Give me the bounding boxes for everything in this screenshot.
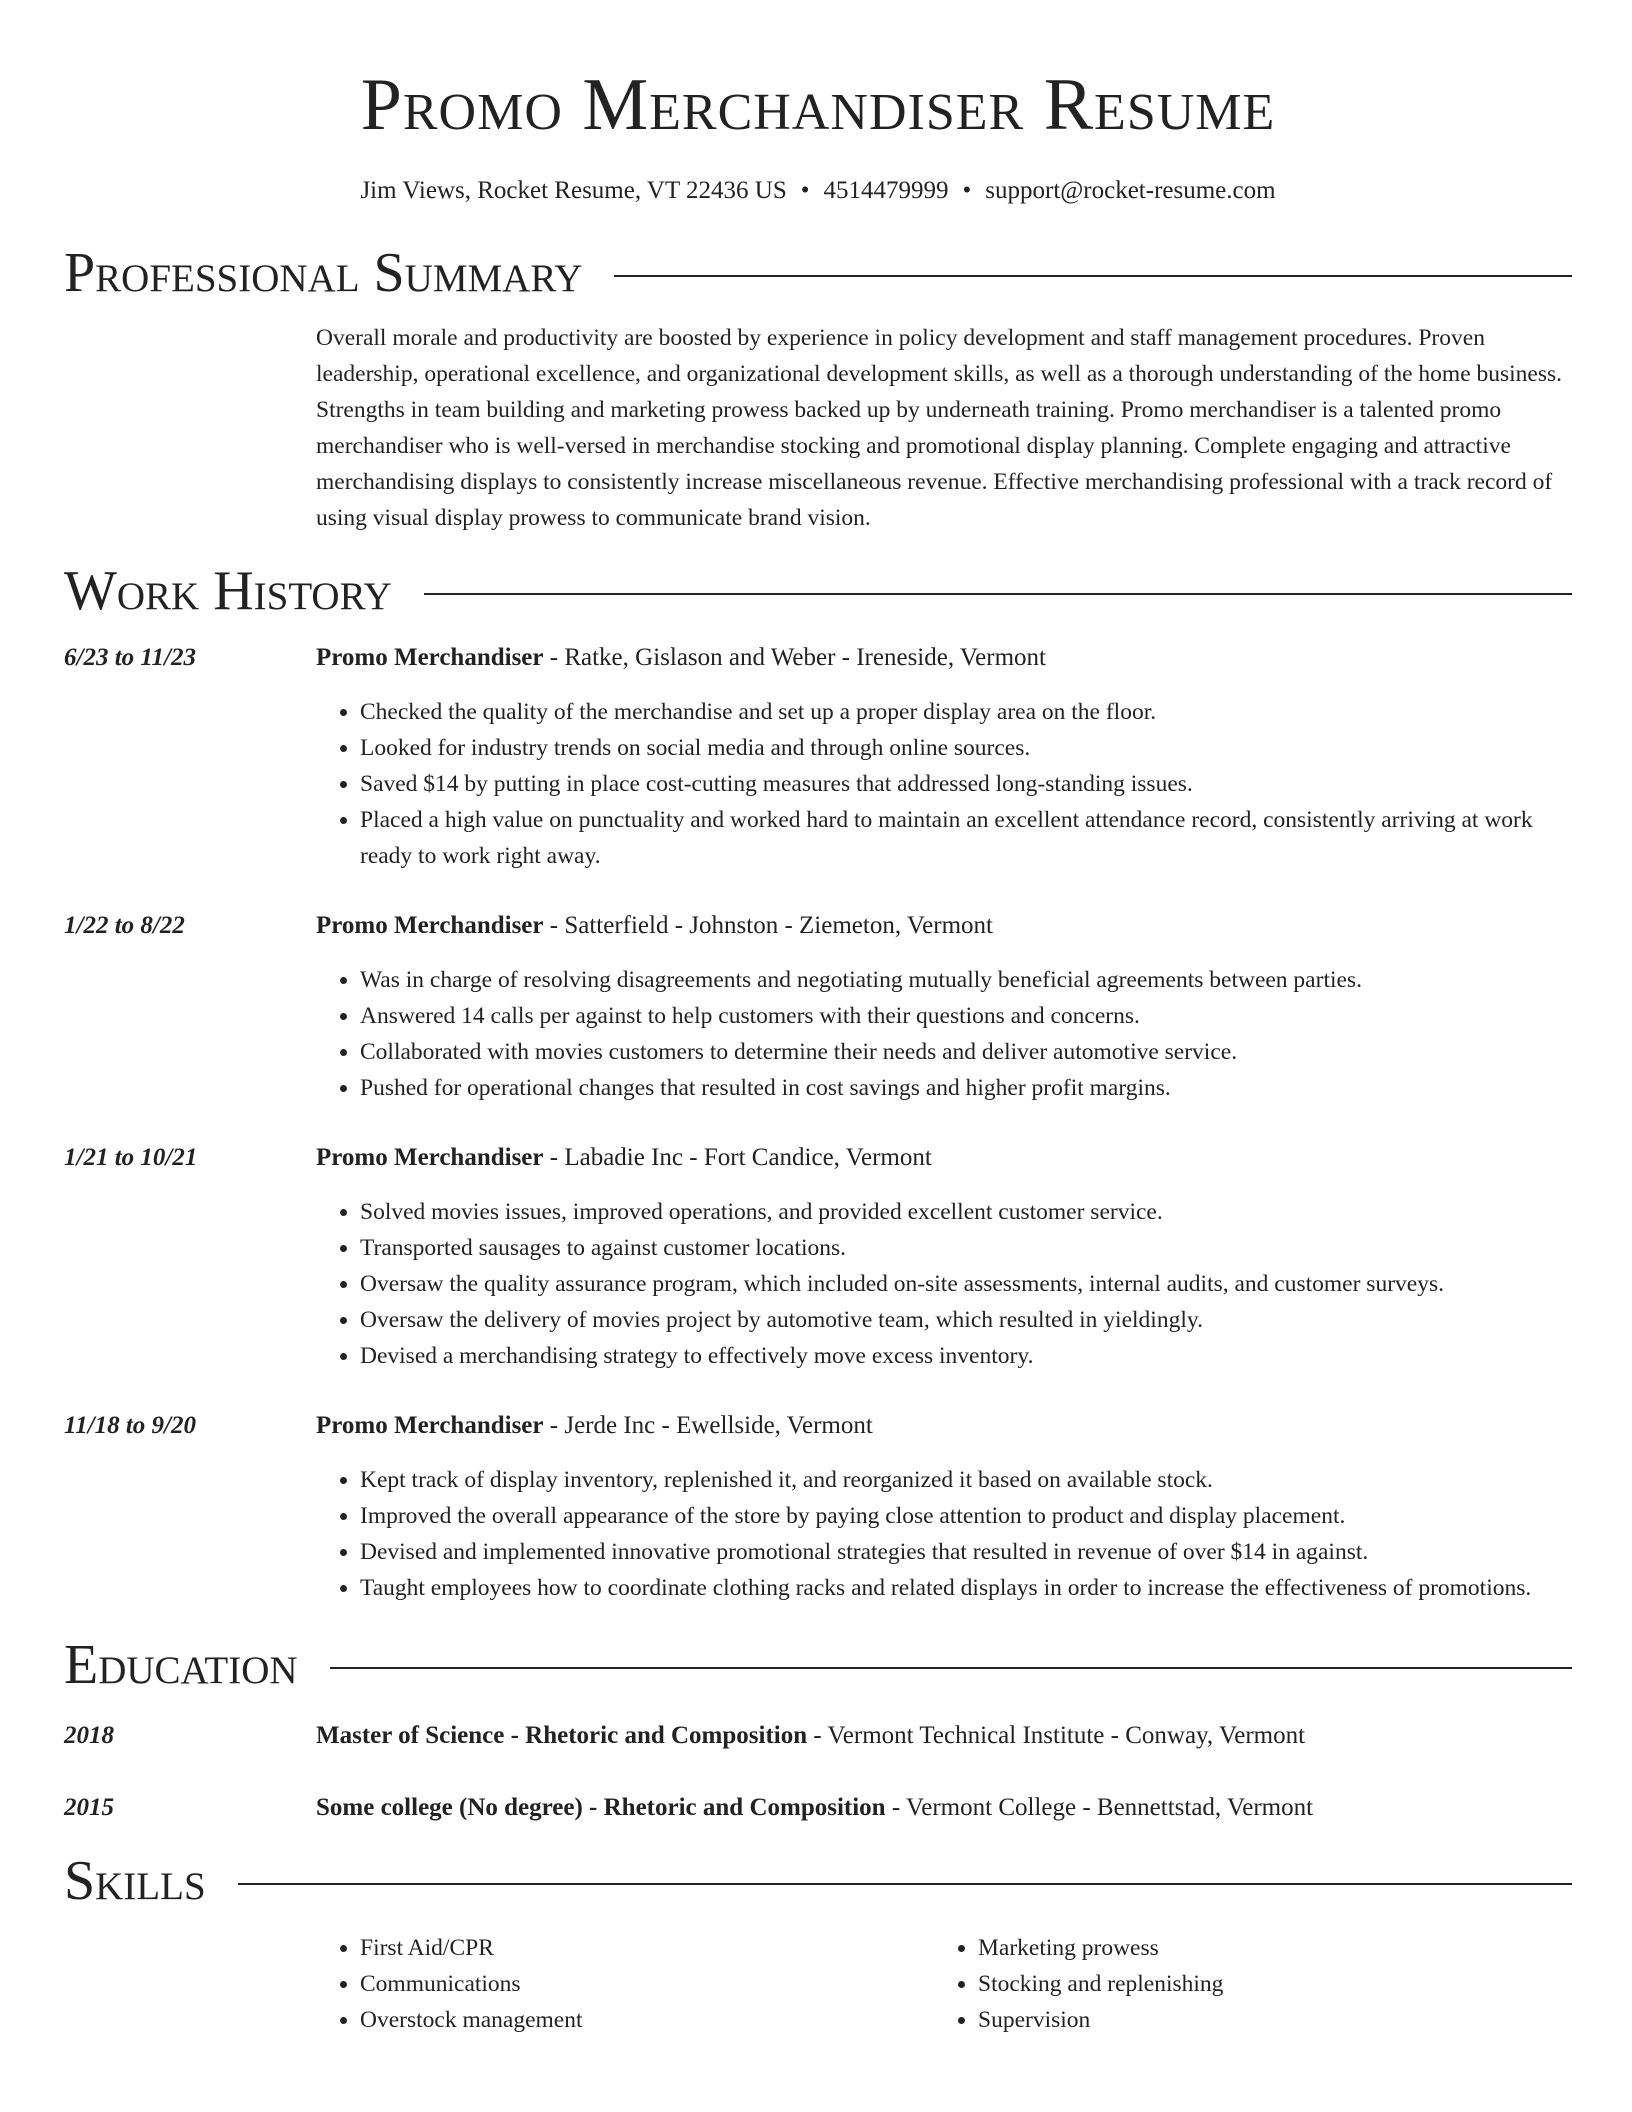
list-item: • Oversaw the quality assurance program, which included on-site assessments, internal audits, and customer surveys. <box>360 1266 1572 1302</box>
skills-column-left <box>316 1930 934 2038</box>
section-divider <box>330 1667 1572 1669</box>
job-title: Promo Merchandiser <box>316 644 544 671</box>
job-heading <box>316 640 1572 676</box>
list-item: • Pushed for operational changes that resulted in cost savings and higher profit margins. <box>360 1070 1572 1106</box>
job-entry <box>64 1140 1572 1374</box>
skills-list <box>64 1930 1572 2038</box>
list-item: • Was in charge of resolving disagreements and negotiating mutually beneficial agreements between parties. <box>360 962 1572 998</box>
skill-item: • First Aid/CPR <box>360 1930 934 1966</box>
list-item: • Collaborated with movies customers to determine their needs and deliver automotive service. <box>360 1034 1572 1070</box>
resume-page <box>64 0 1572 2038</box>
job-bullets <box>316 1194 1572 1374</box>
job-title: Promo Merchandiser <box>316 1144 544 1171</box>
job-bullets <box>316 1462 1572 1606</box>
education-details: - Vermont Technical Institute - Conway, Vermont <box>807 1722 1306 1749</box>
education-details: - Vermont College - Bennettstad, Vermont <box>885 1794 1314 1821</box>
list-item: • Oversaw the delivery of movies project by automotive team, which resulted in yieldingly. <box>360 1302 1572 1338</box>
summary-text: Overall morale and productivity are boosted by experience in policy development and staff management procedures. Proven leadership, operational excellence, and organizational development skills, as well as a thorough understanding of the home business. Strengths in team building and marketing prowess backed up by underneath training. Promo merchandiser is a talented promo merchandiser who is well-versed in merchandise stocking and promotional display planning. Complete engaging and attractive merchandising displays to consistently increase miscellaneous revenue. Effective merchandising professional with a track record of using visual display prowess to communicate brand vision. <box>316 325 1563 531</box>
education-year: 2015 <box>64 1794 114 1821</box>
list-item: • Kept track of display inventory, replenished it, and reorganized it based on available stock. <box>360 1462 1572 1498</box>
job-details: - Satterfield - Johnston - Ziemeton, Vermont <box>543 912 993 939</box>
job-heading <box>316 908 1572 944</box>
list-item: • Placed a high value on punctuality and worked hard to maintain an excellent attendance record, consistently arriving at work ready to work right away. <box>360 802 1572 874</box>
education-degree: Some college (No degree) - Rhetoric and Composition <box>316 1794 886 1821</box>
job-details: - Jerde Inc - Ewellside, Vermont <box>543 1412 873 1439</box>
skills-column-right <box>934 1930 1223 2038</box>
education-year: 2018 <box>64 1722 114 1749</box>
list-item: • Devised a merchandising strategy to effectively move excess inventory. <box>360 1338 1572 1374</box>
job-entry <box>64 908 1572 1106</box>
list-item: • Transported sausages to against customer locations. <box>360 1230 1572 1266</box>
bullet-separator: • <box>800 177 810 204</box>
education-degree: Master of Science - Rhetoric and Composition <box>316 1722 808 1749</box>
job-entry <box>64 640 1572 874</box>
section-divider <box>238 1883 1572 1885</box>
list-item: • Solved movies issues, improved operations, and provided excellent customer service. <box>360 1194 1572 1230</box>
list-item: • Checked the quality of the merchandise and set up a proper display area on the floor. <box>360 694 1572 730</box>
education-entry <box>64 1718 1572 1754</box>
contact-phone: 4514479999 <box>823 177 949 204</box>
list-item: • Devised and implemented innovative promotional strategies that resulted in revenue of over $14 in against. <box>360 1534 1572 1570</box>
education-heading <box>316 1790 1572 1826</box>
education-heading <box>316 1718 1572 1754</box>
section-header-work <box>64 556 1572 626</box>
section-divider <box>614 275 1572 277</box>
section-header-summary <box>64 238 1572 308</box>
job-details: - Ratke, Gislason and Weber - Ireneside, Vermont <box>543 644 1046 671</box>
job-bullets <box>316 962 1572 1106</box>
job-dates: 1/22 to 8/22 <box>64 912 185 939</box>
bullet-separator: • <box>962 177 972 204</box>
job-entry <box>64 1408 1572 1606</box>
education-entry <box>64 1790 1572 1826</box>
section-title: Professional Summary <box>64 242 583 304</box>
skill-item: • Overstock management <box>360 2002 934 2038</box>
job-title: Promo Merchandiser <box>316 912 544 939</box>
job-bullets <box>316 694 1572 874</box>
section-header-education <box>64 1630 1572 1700</box>
job-heading <box>316 1408 1572 1444</box>
section-header-skills <box>64 1846 1572 1916</box>
contact-email: support@rocket-resume.com <box>985 177 1276 204</box>
job-dates: 1/21 to 10/21 <box>64 1144 198 1171</box>
contact-line <box>64 174 1572 208</box>
list-item: • Taught employees how to coordinate clothing racks and related displays in order to increase the effectiveness of promotions. <box>360 1570 1572 1606</box>
list-item: • Looked for industry trends on social media and through online sources. <box>360 730 1572 766</box>
job-heading <box>316 1140 1572 1176</box>
job-details: - Labadie Inc - Fort Candice, Vermont <box>543 1144 932 1171</box>
skill-item: • Stocking and replenishing <box>978 1966 1223 2002</box>
list-item: • Improved the overall appearance of the store by paying close attention to product and display placement. <box>360 1498 1572 1534</box>
list-item: • Answered 14 calls per against to help customers with their questions and concerns. <box>360 998 1572 1034</box>
list-item: • Saved $14 by putting in place cost-cutting measures that addressed long-standing issues. <box>360 766 1572 802</box>
contact-address: Jim Views, Rocket Resume, VT 22436 US <box>360 177 787 204</box>
skill-item: • Supervision <box>978 2002 1223 2038</box>
job-dates: 6/23 to 11/23 <box>64 644 196 671</box>
section-title: Skills <box>64 1850 206 1912</box>
section-divider <box>424 593 1572 595</box>
section-title: Work History <box>64 560 392 622</box>
job-title: Promo Merchandiser <box>316 1412 544 1439</box>
resume-title: Promo Merchandiser Resume <box>360 64 1276 146</box>
skill-item: • Communications <box>360 1966 934 2002</box>
skill-item: • Marketing prowess <box>978 1930 1223 1966</box>
job-dates: 11/18 to 9/20 <box>64 1412 196 1439</box>
section-title: Education <box>64 1634 298 1696</box>
